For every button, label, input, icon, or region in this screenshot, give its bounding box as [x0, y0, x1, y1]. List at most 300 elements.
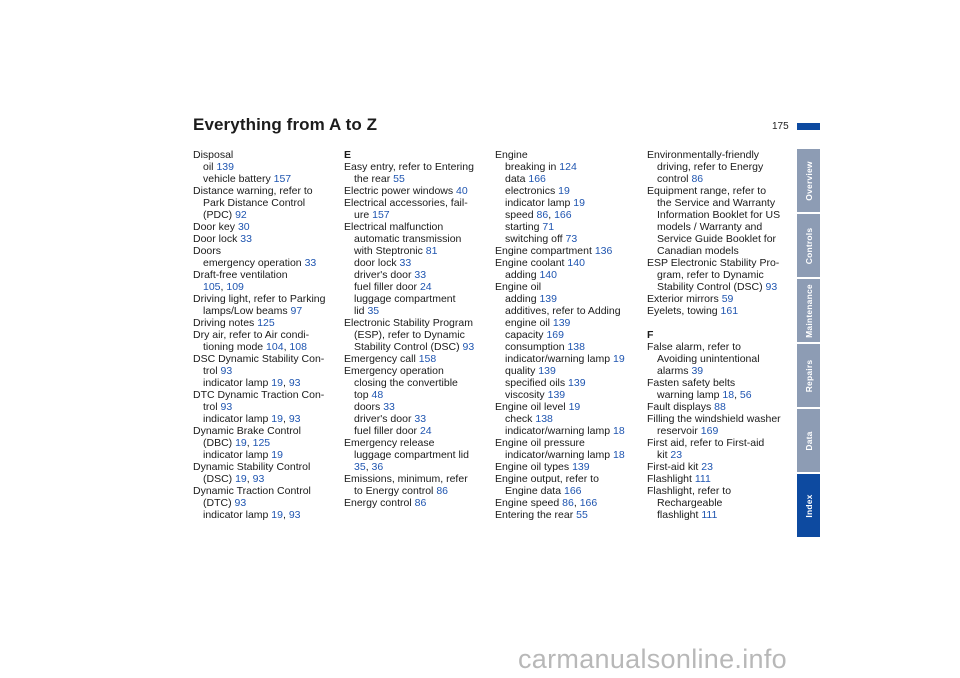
- entry-text: automatic transmission: [354, 233, 462, 245]
- entry-text: breaking in: [505, 161, 557, 173]
- index-entry: [647, 365, 797, 377]
- index-entry: [647, 209, 797, 221]
- page-link[interactable]: 93: [288, 509, 301, 521]
- entry-text: indicator/warning lamp: [505, 353, 611, 365]
- index-entry: [495, 473, 645, 485]
- entry-text: with Steptronic: [354, 245, 423, 257]
- entry-text: indicator lamp: [203, 449, 269, 461]
- index-entry: [647, 185, 797, 197]
- entry-text: models / Warranty and: [657, 221, 763, 233]
- entry-text: trol: [203, 401, 218, 413]
- entry-text: First aid, refer to First-aid: [647, 437, 765, 449]
- entry-text: lid: [354, 305, 365, 317]
- index-entry: [647, 197, 797, 209]
- page-link[interactable]: 97: [290, 305, 303, 317]
- index-entry: [495, 353, 645, 365]
- entry-text: (DSC): [203, 473, 233, 485]
- index-entry: [647, 221, 797, 233]
- entry-text: Engine oil: [495, 281, 542, 293]
- page-link[interactable]: 19: [271, 509, 283, 521]
- page-link[interactable]: 166: [554, 209, 572, 221]
- index-entry: [495, 281, 645, 293]
- entry-text: electronics: [505, 185, 556, 197]
- index-entry: [495, 197, 645, 209]
- section-letter: [647, 329, 797, 341]
- entry-text: data: [505, 173, 526, 185]
- page-link[interactable]: 111: [694, 473, 711, 485]
- side-tab-repairs[interactable]: [797, 344, 820, 407]
- index-entry: [647, 269, 797, 281]
- page-link[interactable]: 48: [371, 389, 384, 401]
- page-link[interactable]: 104: [266, 341, 284, 353]
- index-entry: [344, 353, 494, 365]
- page-link[interactable]: 158: [418, 353, 437, 365]
- entry-text: Driving light, refer to Parking: [193, 293, 326, 305]
- page-link[interactable]: 139: [572, 461, 590, 473]
- index-entry: [647, 509, 797, 521]
- page-link[interactable]: 19: [558, 185, 570, 197]
- page-marker: [797, 123, 820, 130]
- index-entry: [193, 209, 343, 221]
- side-tab-label: Controls: [803, 227, 814, 264]
- entry-text: Electrical accessories, fail-: [344, 197, 468, 209]
- entry-text: Dynamic Brake Control: [193, 425, 301, 437]
- page-link[interactable]: 35: [354, 461, 366, 473]
- entry-text: fuel filler door: [354, 425, 418, 437]
- index-entry: [193, 305, 343, 317]
- side-tab-label: Overview: [803, 160, 814, 201]
- entry-text: indicator lamp: [203, 377, 269, 389]
- page-link[interactable]: 19: [271, 377, 283, 389]
- entry-text: (DBC): [203, 437, 233, 449]
- entry-text: (PDC): [203, 209, 233, 221]
- page-link[interactable]: 139: [552, 317, 571, 329]
- page-link[interactable]: 108: [289, 341, 307, 353]
- index-entry: [344, 341, 494, 353]
- entry-text: Dynamic Stability Control: [193, 461, 311, 473]
- entry-text: gram, refer to Dynamic: [657, 269, 764, 281]
- index-entry: [495, 185, 645, 197]
- page-link[interactable]: 157: [273, 173, 292, 185]
- entry-text: Fault displays: [647, 401, 712, 413]
- page-link[interactable]: 93: [765, 281, 778, 293]
- page-link[interactable]: 139: [216, 161, 234, 173]
- entry-text: emergency operation: [203, 257, 302, 269]
- index-entry: [344, 173, 494, 185]
- page-link[interactable]: 59: [721, 293, 734, 305]
- index-entry: [193, 149, 343, 161]
- page-link[interactable]: 19: [271, 413, 283, 425]
- page-link[interactable]: 33: [240, 233, 252, 245]
- index-entry: [193, 317, 343, 329]
- index-entry: [495, 245, 645, 257]
- entry-text: starting: [505, 221, 540, 233]
- page-link[interactable]: 140: [539, 269, 557, 281]
- index-entry: [647, 413, 797, 425]
- entry-text: kit: [657, 449, 668, 461]
- page-link[interactable]: 139: [538, 365, 556, 377]
- index-entry: (DSC) 19, 93: [203, 473, 265, 485]
- index-entry: [647, 293, 797, 305]
- index-entry: [193, 161, 343, 173]
- side-tab-data[interactable]: [797, 409, 820, 472]
- page-number: 175: [772, 121, 789, 132]
- page-link[interactable]: 33: [304, 257, 317, 269]
- entry-text: Engine compartment: [495, 245, 592, 257]
- page-link[interactable]: 157: [372, 209, 390, 221]
- entry-text: indicator/warning lamp: [505, 449, 611, 461]
- page-link[interactable]: 93: [252, 473, 265, 485]
- entry-text: Engine coolant: [495, 257, 565, 269]
- index-entry: [647, 473, 797, 485]
- entry-text: Information Booklet for US: [657, 209, 781, 221]
- index-entry: [647, 257, 797, 269]
- entry-text: Engine data: [505, 485, 562, 497]
- index-entry: [344, 401, 494, 413]
- index-entry: [495, 365, 645, 377]
- index-entry: [495, 329, 645, 341]
- entry-text: driver's door: [354, 269, 412, 281]
- entry-text: Equipment range, refer to: [647, 185, 767, 197]
- index-entry: [193, 425, 343, 437]
- entry-text: Stability Control (DSC): [657, 281, 763, 293]
- index-entry: [647, 149, 797, 161]
- entry-text: Fasten safety belts: [647, 377, 736, 389]
- page-link[interactable]: 19: [235, 437, 247, 449]
- entry-text: switching off: [505, 233, 563, 245]
- side-tab-overview[interactable]: [797, 149, 820, 212]
- index-entry: [647, 305, 797, 317]
- page-link[interactable]: 55: [576, 509, 588, 521]
- page-link[interactable]: 105: [203, 281, 221, 293]
- page-link[interactable]: 24: [419, 425, 432, 437]
- entry-text: Easy entry, refer to Entering: [344, 161, 474, 173]
- page-link[interactable]: 40: [456, 185, 468, 197]
- page-link[interactable]: 124: [559, 161, 577, 173]
- entry-text: Electric power windows: [344, 185, 454, 197]
- index-entry: [193, 497, 343, 509]
- index-entry: [344, 317, 494, 329]
- entry-text: Distance warning, refer to: [193, 185, 313, 197]
- page-link[interactable]: 138: [567, 341, 585, 353]
- entry-text: trol: [203, 365, 218, 377]
- page-link[interactable]: 39: [691, 365, 704, 377]
- entry-text: Canadian models: [657, 245, 739, 257]
- index-entry: [193, 245, 343, 257]
- index-entry: [495, 257, 645, 269]
- index-entry: [495, 377, 645, 389]
- entry-text: Rechargeable: [657, 497, 723, 509]
- entry-text: flashlight: [657, 509, 699, 521]
- index-entry: [193, 293, 343, 305]
- page-link[interactable]: 125: [257, 317, 275, 329]
- entry-text: indicator lamp: [203, 509, 269, 521]
- side-tab-label: Data: [803, 430, 814, 451]
- index-entry: [495, 449, 645, 461]
- index-column-3: [495, 149, 645, 521]
- page-link[interactable]: 111: [701, 509, 718, 521]
- page-link[interactable]: 19: [612, 353, 625, 365]
- index-column-1: [193, 149, 343, 521]
- entry-text: Engine oil types: [495, 461, 570, 473]
- entry-text: warning lamp: [657, 389, 720, 401]
- entry-text: adding: [505, 293, 537, 305]
- index-entry: [344, 485, 494, 497]
- index-entry: indicator lamp 19, 93: [203, 509, 301, 521]
- entry-text: F: [647, 329, 654, 341]
- index-entry: [647, 233, 797, 245]
- index-entry: [495, 401, 645, 413]
- page-link[interactable]: 73: [565, 233, 578, 245]
- index-entry: [495, 173, 645, 185]
- page-link[interactable]: 88: [714, 401, 726, 413]
- index-entry: [344, 329, 494, 341]
- page-link[interactable]: 93: [288, 377, 301, 389]
- page-link[interactable]: 33: [414, 413, 427, 425]
- entry-text: closing the convertible: [354, 377, 458, 389]
- index-entry: [193, 461, 343, 473]
- index-entry: [647, 173, 797, 185]
- page-link[interactable]: 86: [536, 209, 549, 221]
- page-link[interactable]: 19: [271, 449, 283, 461]
- entry-text: capacity: [505, 329, 544, 341]
- page-link[interactable]: 18: [612, 449, 625, 461]
- entry-text: door lock: [354, 257, 397, 269]
- index-entry: [647, 281, 797, 293]
- index-entry: [495, 161, 645, 173]
- page-link[interactable]: 166: [563, 485, 582, 497]
- entry-text: top: [354, 389, 369, 401]
- index-entry: [647, 341, 797, 353]
- index-entry: indicator lamp 19, 93: [203, 413, 301, 425]
- index-entry: [647, 401, 797, 413]
- index-entry: [495, 425, 645, 437]
- entry-text: Emergency call: [344, 353, 416, 365]
- index-entry: [193, 353, 343, 365]
- index-entry: [647, 353, 797, 365]
- index-entry: [344, 377, 494, 389]
- page-link[interactable]: 19: [235, 473, 247, 485]
- entry-text: Engine: [495, 149, 528, 161]
- entry-text: driver's door: [354, 413, 412, 425]
- entry-text: quality: [505, 365, 536, 377]
- index-entry: [344, 245, 494, 257]
- entry-text: reservoir: [657, 425, 698, 437]
- entry-text: Energy control: [344, 497, 412, 509]
- entry-text: Filling the windshield washer: [647, 413, 781, 425]
- entry-text: viscosity: [505, 389, 545, 401]
- entry-text: Emergency release: [344, 437, 435, 449]
- page-link[interactable]: 36: [371, 461, 384, 473]
- page-link[interactable]: 93: [220, 401, 233, 413]
- entry-text: (DTC): [203, 497, 232, 509]
- entry-text: Avoiding unintentional: [657, 353, 760, 365]
- page-link[interactable]: 86: [414, 497, 427, 509]
- side-tab-controls[interactable]: [797, 214, 820, 277]
- page-link[interactable]: 139: [547, 389, 566, 401]
- entry-text: Engine speed: [495, 497, 560, 509]
- index-entry: [193, 233, 343, 245]
- entry-text: alarms: [657, 365, 689, 377]
- index-entry: [495, 485, 645, 497]
- entry-text: doors: [354, 401, 381, 413]
- page-link[interactable]: 86: [436, 485, 448, 497]
- entry-text: Draft-free ventilation: [193, 269, 288, 281]
- page-link[interactable]: 140: [567, 257, 585, 269]
- page-link[interactable]: 33: [414, 269, 427, 281]
- page-link[interactable]: 71: [542, 221, 555, 233]
- page-link[interactable]: 139: [539, 293, 557, 305]
- page-link[interactable]: 81: [425, 245, 438, 257]
- page-link[interactable]: 136: [594, 245, 613, 257]
- entry-text: driving, refer to Energy: [657, 161, 764, 173]
- page-link[interactable]: 93: [234, 497, 247, 509]
- page-link[interactable]: 138: [535, 413, 553, 425]
- page-link[interactable]: 109: [226, 281, 244, 293]
- entry-text: Exterior mirrors: [647, 293, 719, 305]
- side-tab-maintenance[interactable]: [797, 279, 820, 342]
- entry-text: Emissions, minimum, refer: [344, 473, 468, 485]
- page-link[interactable]: 169: [546, 329, 564, 341]
- page-link[interactable]: 30: [237, 221, 250, 233]
- entry-text: (ESP), refer to Dynamic: [354, 329, 465, 341]
- index-column-2: [344, 149, 494, 509]
- entry-text: indicator lamp: [203, 413, 269, 425]
- index-entry: [193, 173, 343, 185]
- index-entry: [495, 389, 645, 401]
- index-entry: [495, 269, 645, 281]
- index-entry: 35, 36: [354, 461, 384, 473]
- index-entry: [193, 197, 343, 209]
- entry-text: lamps/Low beams: [203, 305, 288, 317]
- page-link[interactable]: 23: [670, 449, 683, 461]
- entry-text: specified oils: [505, 377, 566, 389]
- entry-text: ESP Electronic Stability Pro-: [647, 257, 780, 269]
- page-link[interactable]: 24: [419, 281, 432, 293]
- index-entry: [344, 269, 494, 281]
- section-letter: [344, 149, 494, 161]
- entry-text: Engine output, refer to: [495, 473, 599, 485]
- index-entry: [495, 221, 645, 233]
- index-entry: [193, 257, 343, 269]
- page-link[interactable]: 125: [252, 437, 271, 449]
- entry-text: indicator/warning lamp: [505, 425, 611, 437]
- entry-text: Electronic Stability Program: [344, 317, 473, 329]
- index-entry: [193, 449, 343, 461]
- side-tab-index[interactable]: [797, 474, 820, 537]
- index-entry: [344, 257, 494, 269]
- index-entry: [193, 401, 343, 413]
- index-entry: [193, 185, 343, 197]
- page-link[interactable]: 166: [528, 173, 546, 185]
- page-link[interactable]: 169: [700, 425, 719, 437]
- index-entry: [495, 509, 645, 521]
- entry-text: Electrical malfunction: [344, 221, 444, 233]
- page-link[interactable]: 35: [367, 305, 380, 317]
- entry-text: Disposal: [193, 149, 234, 161]
- entry-text: tioning mode: [203, 341, 264, 353]
- side-tab-bar: [797, 149, 820, 539]
- page-link[interactable]: 161: [720, 305, 739, 317]
- index-entry: [647, 245, 797, 257]
- entry-text: to Energy control: [354, 485, 434, 497]
- index-entry: [647, 437, 797, 449]
- index-column-4: [647, 149, 797, 521]
- entry-text: Engine oil pressure: [495, 437, 585, 449]
- entry-text: Emergency operation: [344, 365, 444, 377]
- entry-text: Door lock: [193, 233, 238, 245]
- index-entry: [344, 389, 494, 401]
- entry-text: E: [344, 149, 352, 161]
- entry-text: indicator lamp: [505, 197, 571, 209]
- page-link[interactable]: 166: [579, 497, 598, 509]
- entry-text: Entering the rear: [495, 509, 574, 521]
- page-link[interactable]: 93: [220, 365, 233, 377]
- index-entry: [344, 185, 494, 197]
- entry-text: oil: [203, 161, 214, 173]
- page-link[interactable]: 56: [739, 389, 752, 401]
- page-link[interactable]: 86: [691, 173, 704, 185]
- entry-text: DSC Dynamic Stability Con-: [193, 353, 325, 365]
- entry-text: Doors: [193, 245, 222, 257]
- page-link[interactable]: 92: [235, 209, 247, 221]
- page-link[interactable]: 93: [288, 413, 301, 425]
- page-link[interactable]: 33: [383, 401, 395, 413]
- index-entry: [193, 389, 343, 401]
- entry-text: Park Distance Control: [203, 197, 306, 209]
- page-link[interactable]: 18: [612, 425, 625, 437]
- entry-text: Driving notes: [193, 317, 255, 329]
- page-link[interactable]: 139: [568, 377, 586, 389]
- page-link[interactable]: 19: [568, 401, 581, 413]
- entry-text: fuel filler door: [354, 281, 418, 293]
- entry-text: Dry air, refer to Air condi-: [193, 329, 310, 341]
- entry-text: additives, refer to Adding: [505, 305, 621, 317]
- entry-text: luggage compartment: [354, 293, 456, 305]
- entry-text: Eyelets, towing: [647, 305, 718, 317]
- entry-text: engine oil: [505, 317, 550, 329]
- entry-text: DTC Dynamic Traction Con-: [193, 389, 325, 401]
- page-link[interactable]: 55: [393, 173, 405, 185]
- page-title: Everything from A to Z: [193, 115, 378, 134]
- entry-text: the rear: [354, 173, 391, 185]
- index-entry: [344, 233, 494, 245]
- page-link[interactable]: 23: [701, 461, 713, 473]
- index-entry: [344, 413, 494, 425]
- page-link[interactable]: 18: [722, 389, 735, 401]
- index-entry: 105, 109: [203, 281, 244, 293]
- index-entry: [193, 329, 343, 341]
- entry-spacer: [647, 317, 797, 329]
- entry-text: check: [505, 413, 533, 425]
- page-link[interactable]: 93: [462, 341, 475, 353]
- index-entry: [647, 497, 797, 509]
- page-link[interactable]: 19: [573, 197, 585, 209]
- index-entry: [495, 149, 645, 161]
- index-entry: [344, 425, 494, 437]
- index-entry: [495, 317, 645, 329]
- index-entry: [647, 425, 797, 437]
- index-entry: [495, 413, 645, 425]
- page-link[interactable]: 33: [399, 257, 412, 269]
- index-entry: [647, 485, 797, 497]
- index-entry: [495, 461, 645, 473]
- index-entry: (DBC) 19, 125: [203, 437, 271, 449]
- page-link[interactable]: 86: [562, 497, 574, 509]
- entry-text: First-aid kit: [647, 461, 699, 473]
- index-entry: [647, 161, 797, 173]
- index-entry: [344, 437, 494, 449]
